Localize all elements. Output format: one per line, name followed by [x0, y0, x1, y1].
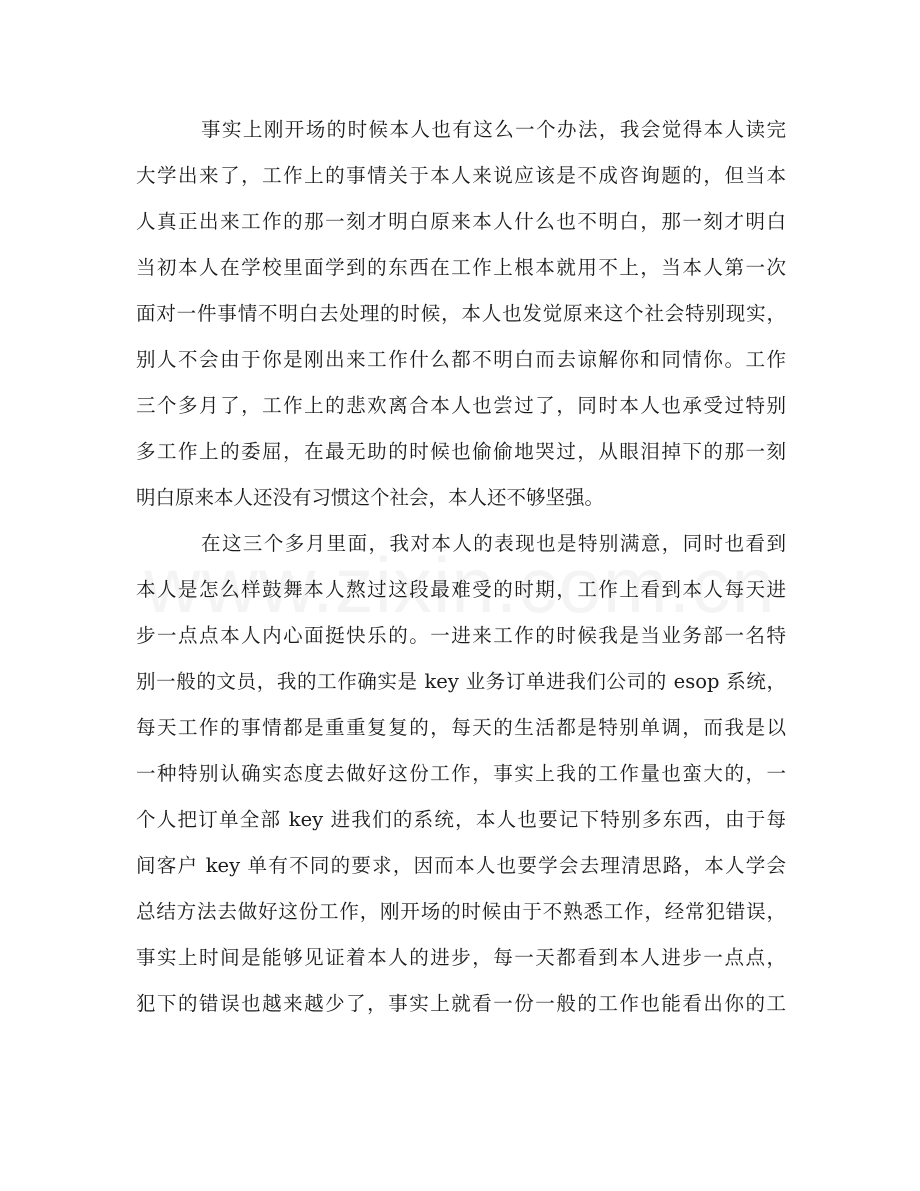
text-line: 明白原来本人还没有习惯这个社会，本人还不够坚强。 — [136, 486, 605, 509]
text-line: 大学出来了，工作上的事情关于本人来说应该是不成咨询题的，但当本 — [136, 164, 786, 187]
text-line: 总结方法去做好这份工作，刚开场的时候由于不熟悉工作，经常犯错误， — [136, 900, 786, 923]
text-line: 事实上刚开场的时候本人也有这么一个办法，我会觉得本人读完 — [201, 118, 786, 141]
text-line: 别人不会由于你是刚出来工作什么都不明白而去谅解你和同情你。工作 — [136, 348, 786, 371]
text-line: 犯下的错误也越来越少了，事实上就看一份一般的工作也能看出你的工 — [136, 992, 786, 1015]
text-line: 步一点点本人内心面挺快乐的。一进来工作的时候我是当业务部一名特 — [136, 624, 786, 647]
text-line: 人真正出来工作的那一刻才明白原来本人什么也不明白，那一刻才明白 — [136, 210, 786, 233]
text-line: 间客户 key 单有不同的要求，因而本人也要学会去理清思路，本人学会 — [136, 854, 786, 877]
text-line: 每天工作的事情都是重重复复的，每天的生活都是特别单调，而我是以 — [136, 716, 786, 739]
text-line: 面对一件事情不明白去处理的时候，本人也发觉原来这个社会特别现实， — [136, 302, 786, 325]
text-line: 本人是怎么样鼓舞本人熬过这段最难受的时期，工作上看到本人每天进 — [136, 578, 786, 601]
text-line: 在这三个多月里面，我对本人的表现也是特别满意，同时也看到 — [201, 532, 786, 555]
text-line: 别一般的文员，我的工作确实是 key 业务订单进我们公司的 esop 系统， — [136, 670, 786, 693]
text-line: 事实上时间是能够见证着本人的进步，每一天都看到本人进步一点点， — [136, 946, 786, 969]
text-line: 多工作上的委屈，在最无助的时候也偷偷地哭过，从眼泪掉下的那一刻 — [136, 440, 786, 463]
text-line: 一种特别认确实态度去做好这份工作，事实上我的工作量也蛮大的，一 — [136, 762, 786, 785]
text-line: 当初本人在学校里面学到的东西在工作上根本就用不上，当本人第一次 — [136, 256, 786, 279]
text-line: 三个多月了，工作上的悲欢离合本人也尝过了，同时本人也承受过特别 — [136, 394, 786, 417]
text-line: 个人把订单全部 key 进我们的系统，本人也要记下特别多东西，由于每 — [136, 808, 786, 831]
